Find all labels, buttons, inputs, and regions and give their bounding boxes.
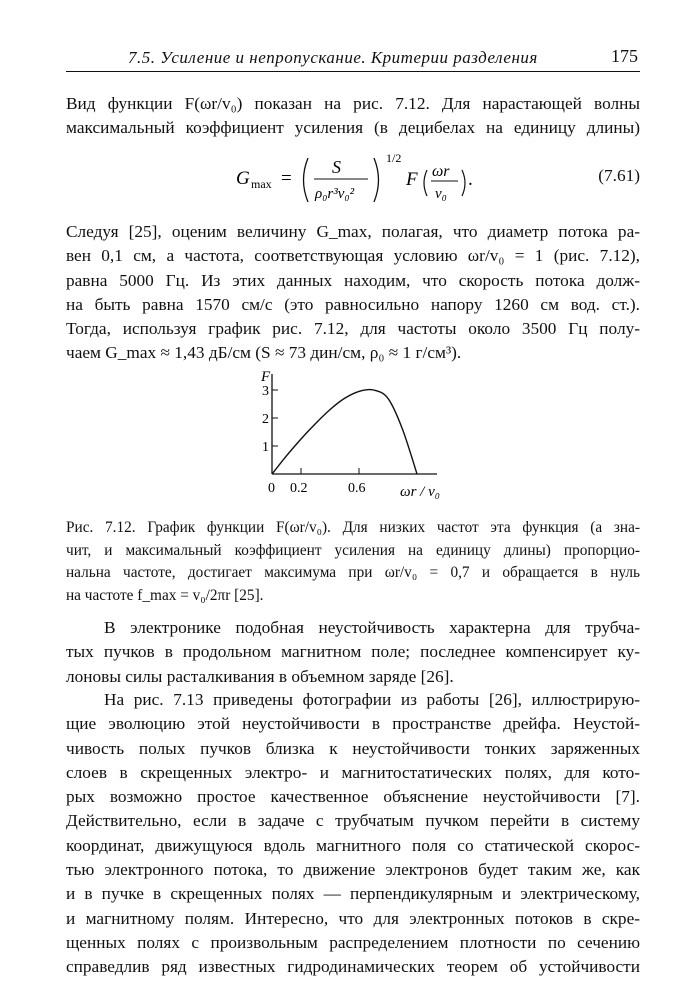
equation-formula: [236, 146, 536, 210]
figure-caption: [66, 517, 640, 607]
x-tick-label: 0: [268, 481, 275, 496]
eq-denominator: ρ₀r³v₀²: [315, 186, 355, 202]
paragraph-line: координат, движущуюся вдоль магнитного поля со статической скорос-: [66, 835, 640, 855]
equation-7-61: [66, 146, 640, 210]
series-line-F: [272, 390, 417, 474]
paragraph-line: Вид функции F(ωr/v₀) показан на рис. 7.12. Для нарастающей волны: [66, 94, 640, 113]
function-plot: [252, 364, 452, 504]
paragraph-1: [66, 92, 640, 141]
y-tick-label: 3: [262, 384, 269, 399]
x-tick-label: 0.2: [290, 481, 308, 496]
paragraph-line: и магнитному полям. Интересно, что для электронных потоков в скре-: [66, 908, 640, 928]
y-tick-label: 2: [262, 412, 269, 427]
paragraph-line: тых пучков в продольном магнитном поле; последнее компенсирует ку-: [66, 642, 640, 662]
running-head: [66, 46, 640, 72]
section-title: 7.5. Усиление и непропускание. Критерии разделения: [128, 48, 538, 67]
paragraph-4: [66, 688, 640, 980]
paragraph-line: Следуя [25], оценим величину G_max, полагая, что диаметр потока ра-: [66, 222, 640, 241]
paragraph-line: на быть равна 1570 см/с (это равносильно напору 1260 см вод. ст.).: [66, 294, 640, 314]
paragraph-line: Действительно, если в задаче с трубчатым пучком перейти в систему: [66, 811, 640, 831]
eq-numerator: S: [332, 157, 341, 177]
caption-line: на частоте f_max = v₀/2πr [25].: [66, 586, 264, 604]
page-number: 175: [611, 46, 638, 66]
paragraph-line: рых возможно простое качественное объяснение неустойчивости [7].: [66, 787, 640, 807]
y-axis-label: F: [261, 369, 271, 385]
paragraph-line: щие эволюцию этой неустойчивости в пространстве дрейфа. Неустой-: [66, 714, 640, 734]
paragraph-line: щенных полях с произвольным распределением плотности по сечению: [66, 932, 640, 952]
eq-exponent: 1/2: [386, 151, 402, 165]
paragraph-2: [66, 220, 640, 366]
paragraph-line: чаем G_max ≈ 1,43 дБ/см (S ≈ 73 дин/см, ρ₀ ≈ 1 г/см³).: [66, 343, 462, 363]
eq-right-paren: [374, 158, 379, 202]
eq-func: F: [406, 169, 418, 190]
eq-arg-denominator: v₀: [435, 186, 447, 202]
paragraph-line: максимальный коэффициент усиления (в децибелах на единицу длины): [66, 118, 640, 138]
y-tick-label: 1: [262, 440, 269, 455]
paragraph-line: лоновы силы расталкивания в объемном заряде [26].: [66, 666, 454, 686]
eq-arg-left-paren: [424, 170, 427, 196]
paragraph-line: Тогда, используя график рис. 7.12, для частоты около 3500 Гц полу-: [66, 319, 640, 339]
header-rule: [66, 71, 640, 72]
x-axis-label: ωr / v₀: [400, 484, 440, 500]
paragraph-line: В электронике подобная неустойчивость характерна для трубча-: [104, 618, 640, 637]
figure-7-12: [252, 364, 452, 504]
paragraph-line: тью электронного потока, то движение электронов будет таким же, как: [66, 860, 640, 880]
caption-line: Рис. 7.12. График функции F(ωr/v₀). Для низких частот эта функция (а зна-: [66, 519, 640, 536]
caption-line: нальна частоте, достигает максимума при ωr/v₀ = 0,7 и обращается в нуль: [66, 564, 640, 581]
paragraph-line: и в пучке в скрещенных полях — перпендикулярным и электрическому,: [66, 884, 640, 904]
paragraph-line: справедлив ряд известных гидродинамических теорем об устойчивости: [66, 957, 640, 977]
eq-arg-right-paren: [462, 170, 465, 196]
paragraph-line: вен 0,1 см, а частота, соответствующая условию ωr/v₀ = 1 (рис. 7.12),: [66, 246, 640, 266]
eq-arg-numerator: ωr: [432, 163, 450, 180]
eq-equals: =: [281, 168, 292, 189]
paragraph-line: слоев в скрещенных электро- и магнитостатических полях, для кото-: [66, 762, 640, 782]
paragraph-3: [66, 616, 640, 689]
equation-number: (7.61): [598, 166, 640, 185]
eq-period: .: [468, 169, 473, 190]
paragraph-line: равна 5000 Гц. Из этих данных находим, что скорость потока долж-: [66, 270, 640, 290]
x-tick-label: 0.6: [348, 481, 366, 496]
paragraph-line: На рис. 7.13 приведены фотографии из работы [26], иллюстрирую-: [104, 690, 640, 709]
paragraph-line: чивость полых пучков близка к неустойчивости тонких заряженных: [66, 738, 640, 758]
eq-lhs: G: [236, 168, 250, 189]
eq-lhs-sub: max: [251, 177, 272, 191]
caption-line: чит, и максимальный коэффициент усиления на единицу длины) пропорцио-: [66, 541, 640, 559]
eq-left-paren: [304, 158, 309, 202]
